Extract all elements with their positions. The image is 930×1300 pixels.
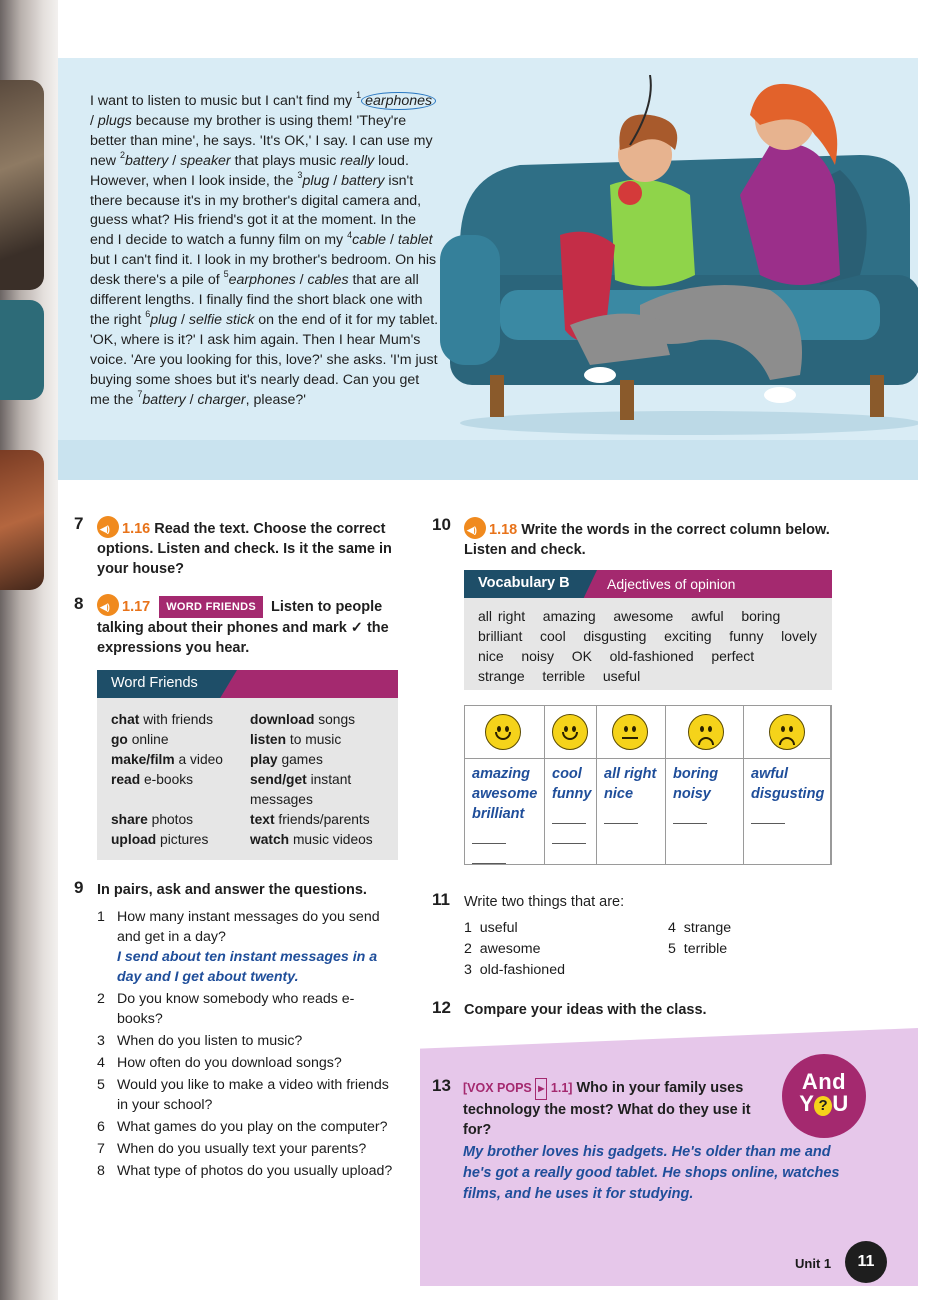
exercise-12-instructions: Compare your ideas with the class. (464, 1002, 707, 1018)
collocation: text friends/parents (250, 812, 370, 827)
collocation: send/get instant messages (250, 772, 352, 807)
question: 6 What games do you play on the computer? (97, 1119, 388, 1135)
vocabulary-word-list: all right amazing awesome awful boring brilliant cool disgusting exciting funny lovely nice noisy OK old-fashioned perfect strange terrible useful (478, 608, 817, 684)
question: 4 How often do you download songs? (97, 1055, 342, 1071)
question: 3 When do you listen to music? (97, 1033, 303, 1049)
audio-icon[interactable] (97, 594, 119, 616)
example-answer: I send about ten instant messages in a day and I get about twenty. (117, 949, 378, 985)
happy-face-icon (552, 714, 588, 750)
table-column (666, 706, 744, 864)
exercise-number: 10 (432, 515, 451, 534)
vocabulary-box (464, 570, 832, 690)
answer-blank[interactable] (751, 804, 785, 824)
table-column (744, 706, 831, 864)
play-icon[interactable]: ▶ (535, 1078, 547, 1100)
question: 2 Do you know somebody who reads e-books? (97, 991, 355, 1027)
list-item: 4 strange (668, 920, 732, 936)
exercise-10-instructions: ◀) 1.18 Write the words in the correct column below. Listen and check. (464, 517, 834, 560)
collocation: make/film a video (111, 752, 223, 767)
question: 1 How many instant messages do you send and get in a day? I send about ten instant messages in a day and I get about twenty. (97, 907, 397, 987)
answer-blank[interactable] (472, 824, 506, 844)
column-words: all right nice (604, 764, 656, 824)
collocation: listen to music (250, 732, 342, 747)
question: 7 When do you usually text your parents? (97, 1141, 367, 1157)
list-item: 5 terrible (668, 941, 728, 957)
edge-photo (0, 450, 44, 590)
word-friends-tag: WORD FRIENDS (159, 596, 263, 618)
collocation: play games (250, 752, 323, 767)
exercise-13-instructions: [VOX POPS ▶ 1.1] Who in your family uses technology the most? What do they use it for? (463, 1080, 751, 1138)
audio-track: 1.17 (122, 599, 151, 615)
list-item: 2 awesome (464, 941, 541, 957)
sad-face-icon (769, 714, 805, 750)
vox-pops-label: [VOX POPS ▶ 1.1] (463, 1081, 572, 1095)
sad-face-icon (688, 714, 724, 750)
answer-blank[interactable] (472, 844, 506, 864)
edge-photo (0, 80, 44, 290)
question: 5 Would you like to make a video with friends in your school? (97, 1077, 389, 1113)
collocation: download songs (250, 712, 356, 727)
vocabulary-title: Vocabulary B (478, 575, 570, 591)
book-spine-edge (0, 0, 58, 1300)
answer-blank[interactable] (673, 804, 707, 824)
answer-blank[interactable] (552, 804, 586, 824)
sofa-illustration (440, 75, 918, 435)
table-column (597, 706, 666, 864)
collocation: go online (111, 732, 169, 747)
word-friends-title: Word Friends (111, 675, 198, 691)
question: 8 What type of photos do you usually upload? (97, 1163, 393, 1179)
audio-icon[interactable] (464, 517, 486, 539)
answer-blank[interactable] (604, 804, 638, 824)
audio-icon[interactable] (97, 516, 119, 538)
question-list (97, 907, 397, 1183)
list-item: 1 useful (464, 920, 518, 936)
column-words: cool funny (552, 764, 591, 844)
exercise-number: 12 (432, 998, 451, 1017)
audio-track: 1.18 (489, 522, 518, 538)
word-friends-box (97, 670, 398, 860)
exercise-11-list (668, 918, 731, 960)
column-words: boring noisy (673, 764, 718, 824)
exercise-number: 11 (432, 890, 450, 909)
and-you-badge: And Y ? U (782, 1054, 866, 1138)
happy-face-icon (485, 714, 521, 750)
opinion-table (464, 705, 832, 865)
collocation: read e-books (111, 772, 194, 787)
collocation: chat with friends (111, 712, 213, 727)
table-column (465, 706, 545, 864)
page-number: 11 (845, 1241, 887, 1283)
exercise-7-instructions: ◀) 1.16 Read the text. Choose the correct options. Listen and check. Is it the same in your house? (97, 516, 407, 579)
word-friends-header (97, 670, 398, 698)
exercise-11-list (464, 918, 565, 981)
exercise-number: 7 (74, 514, 84, 533)
answer-circle: earphones (361, 92, 436, 110)
column-words: awful disgusting (751, 764, 824, 824)
exercise-number: 8 (74, 594, 84, 613)
vocabulary-header (464, 570, 832, 598)
example-answer: My brother loves his gadgets. He's older than me and he's got a really good tablet. He shops online, watches films, and he uses it for studying. (463, 1144, 840, 1202)
vocabulary-subtitle: Adjectives of opinion (607, 576, 736, 592)
exercise-11-instructions: Write two things that are: (464, 894, 625, 910)
unit-label: Unit 1 (795, 1256, 832, 1271)
exercise-9-instructions: In pairs, ask and answer the questions. (97, 882, 367, 898)
table-column (545, 706, 597, 864)
exercise-8-instructions: ◀) 1.17 WORD FRIENDS Listen to people talking about their phones and mark ✓ the expressions you hear. (97, 594, 397, 658)
collocation: upload pictures (111, 832, 209, 847)
collocation: share photos (111, 812, 194, 827)
story-text: I want to listen to music but I can't find my $^1$ earphones / plugs because my brother is using them! 'They're better than mine', he says. 'It's OK,' I say. I can use my new $^2$battery / speaker that plays music really loud. However, when I look inside, the $^3$plug / battery isn't there because it's in my brother's digital camera and, guess what? His friend's got it at the moment. In the end I decide to watch a funny film on my $^4$cable / tablet but I can't find it. I look in my brother's bedroom. On his desk there's a pile of $^5$earphones / cables that are all different lengths. I finally find the short black one with the right $^6$plug / selfie stick on the end of it for my tablet. 'OK, where is it?' I ask him again. Then I hear Mum's voice. 'Are you looking for this, love?' she asks. 'I'm just buying some shoes but it's nearly dead. Can you get me the $^7$battery / charger, please?' (90, 90, 439, 408)
edge-photo (0, 300, 44, 400)
audio-track: 1.16 (122, 521, 151, 537)
neutral-face-icon (612, 714, 648, 750)
column-words: amazing awesome brilliant (472, 764, 537, 864)
answer-blank[interactable] (552, 824, 586, 844)
collocation: watch music videos (250, 832, 373, 847)
exercise-number: 13 (432, 1076, 451, 1095)
exercise-number: 9 (74, 878, 84, 897)
list-item: 3 old-fashioned (464, 962, 565, 978)
